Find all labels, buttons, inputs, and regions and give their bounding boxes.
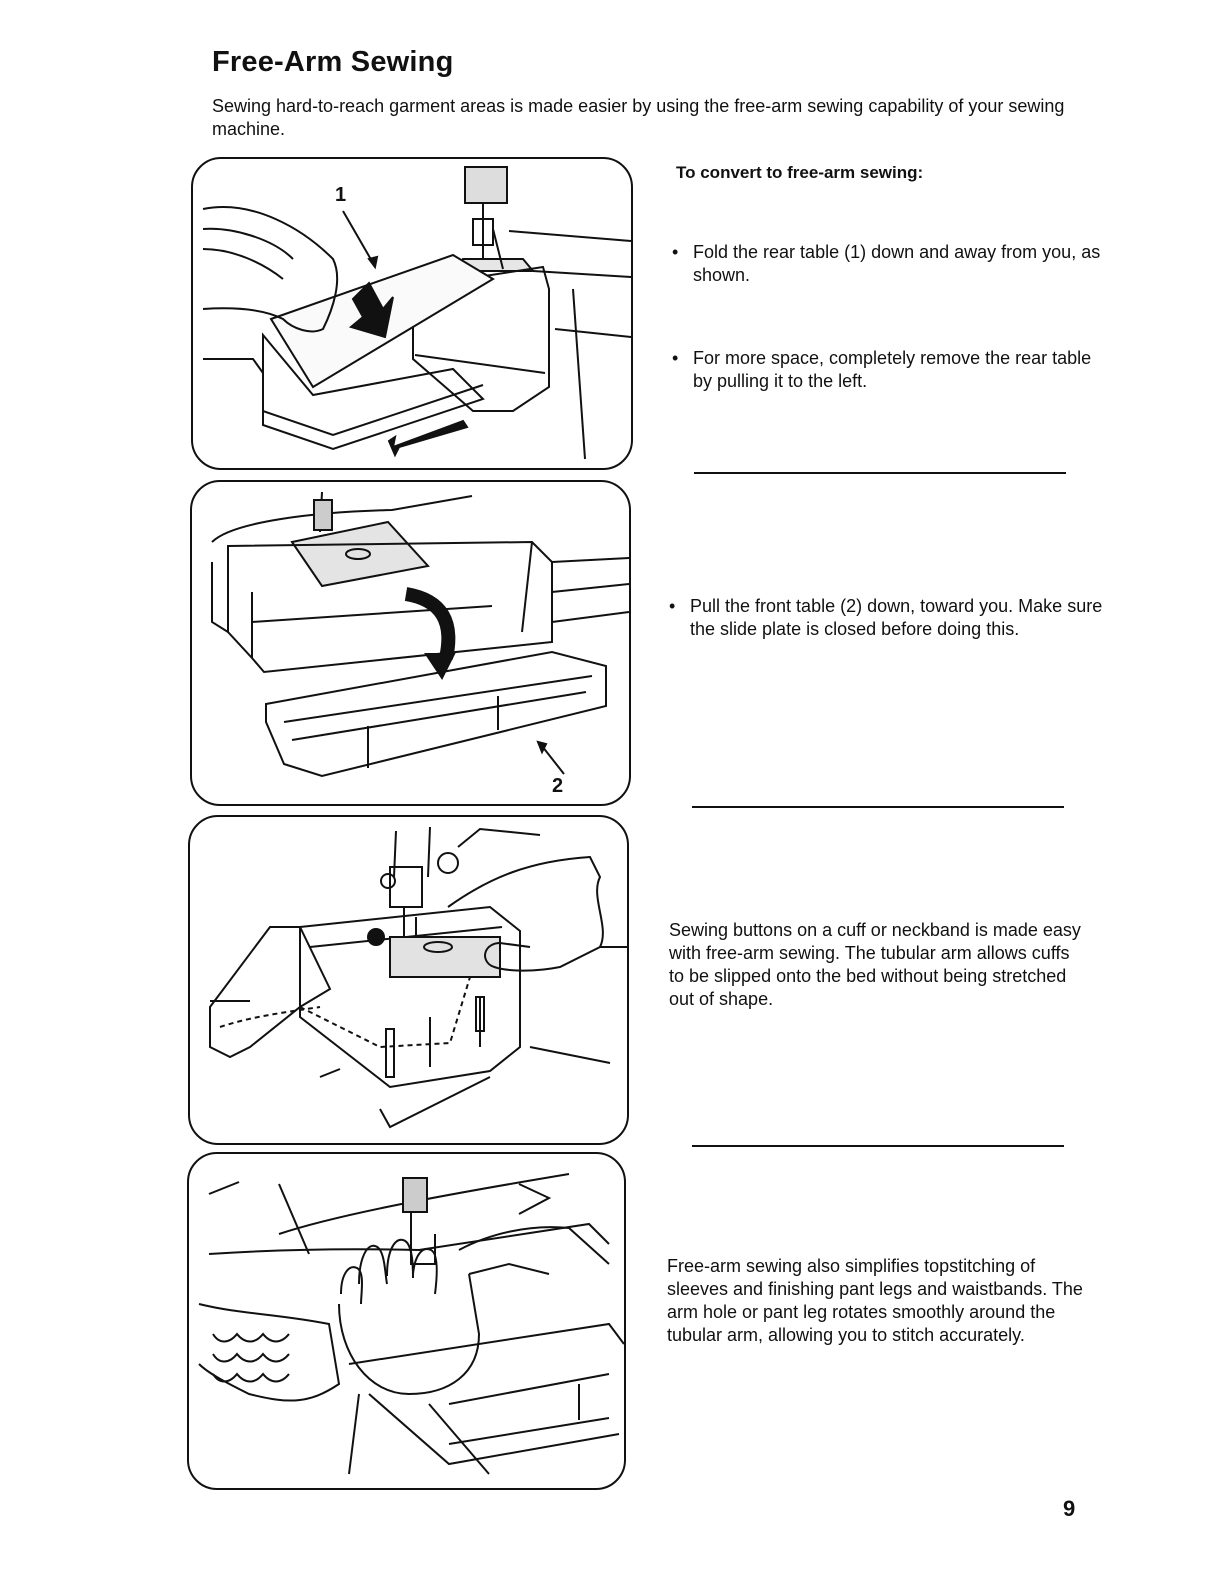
page-title: Free-Arm Sewing xyxy=(212,46,454,78)
section-heading: To convert to free-arm sewing: xyxy=(676,163,924,182)
bullet-text: Fold the rear table (1) down and away from you, as shown. xyxy=(693,242,1101,285)
bullet-text: Pull the front table (2) down, toward you. Make sure the slide plate is closed before doing this. xyxy=(690,596,1103,639)
bullet-pull-front-table xyxy=(669,595,1110,641)
page-number: 9 xyxy=(1063,1496,1076,1521)
paragraph-sewing-buttons: Sewing buttons on a cuff or neckband is made easy with free-arm sewing. The tubular arm allows cuffs to be slipped onto the bed without being stretched out of shape. xyxy=(669,920,1081,1009)
paragraph-topstitching: Free-arm sewing also simplifies topstitching of sleeves and finishing pant legs and waistbands. The arm hole or pant leg rotates smoothly around the tubular arm, allowing you to stitch accurately. xyxy=(667,1256,1083,1345)
illustration-sewing-cuff xyxy=(188,815,629,1145)
illustration-pull-front-table xyxy=(190,480,631,806)
bullet-marker: • xyxy=(672,242,679,262)
illustration-topstitching-sleeve xyxy=(187,1152,626,1490)
divider-rule xyxy=(692,806,1064,808)
bullet-marker: • xyxy=(669,596,676,616)
bullet-marker: • xyxy=(672,348,679,368)
bullet-fold-rear-table xyxy=(672,241,1113,287)
intro-paragraph: Sewing hard-to-reach garment areas is made easier by using the free-arm sewing capability of your sewing machine. xyxy=(212,96,1065,139)
bullet-text: For more space, completely remove the rear table by pulling it to the left. xyxy=(693,348,1092,391)
divider-rule xyxy=(692,1145,1064,1147)
divider-rule xyxy=(694,472,1066,474)
figure-label-1: 1 xyxy=(335,184,347,206)
figure-label-2: 2 xyxy=(552,775,564,797)
bullet-remove-rear-table xyxy=(672,347,1113,393)
illustration-fold-rear-table xyxy=(191,157,633,470)
